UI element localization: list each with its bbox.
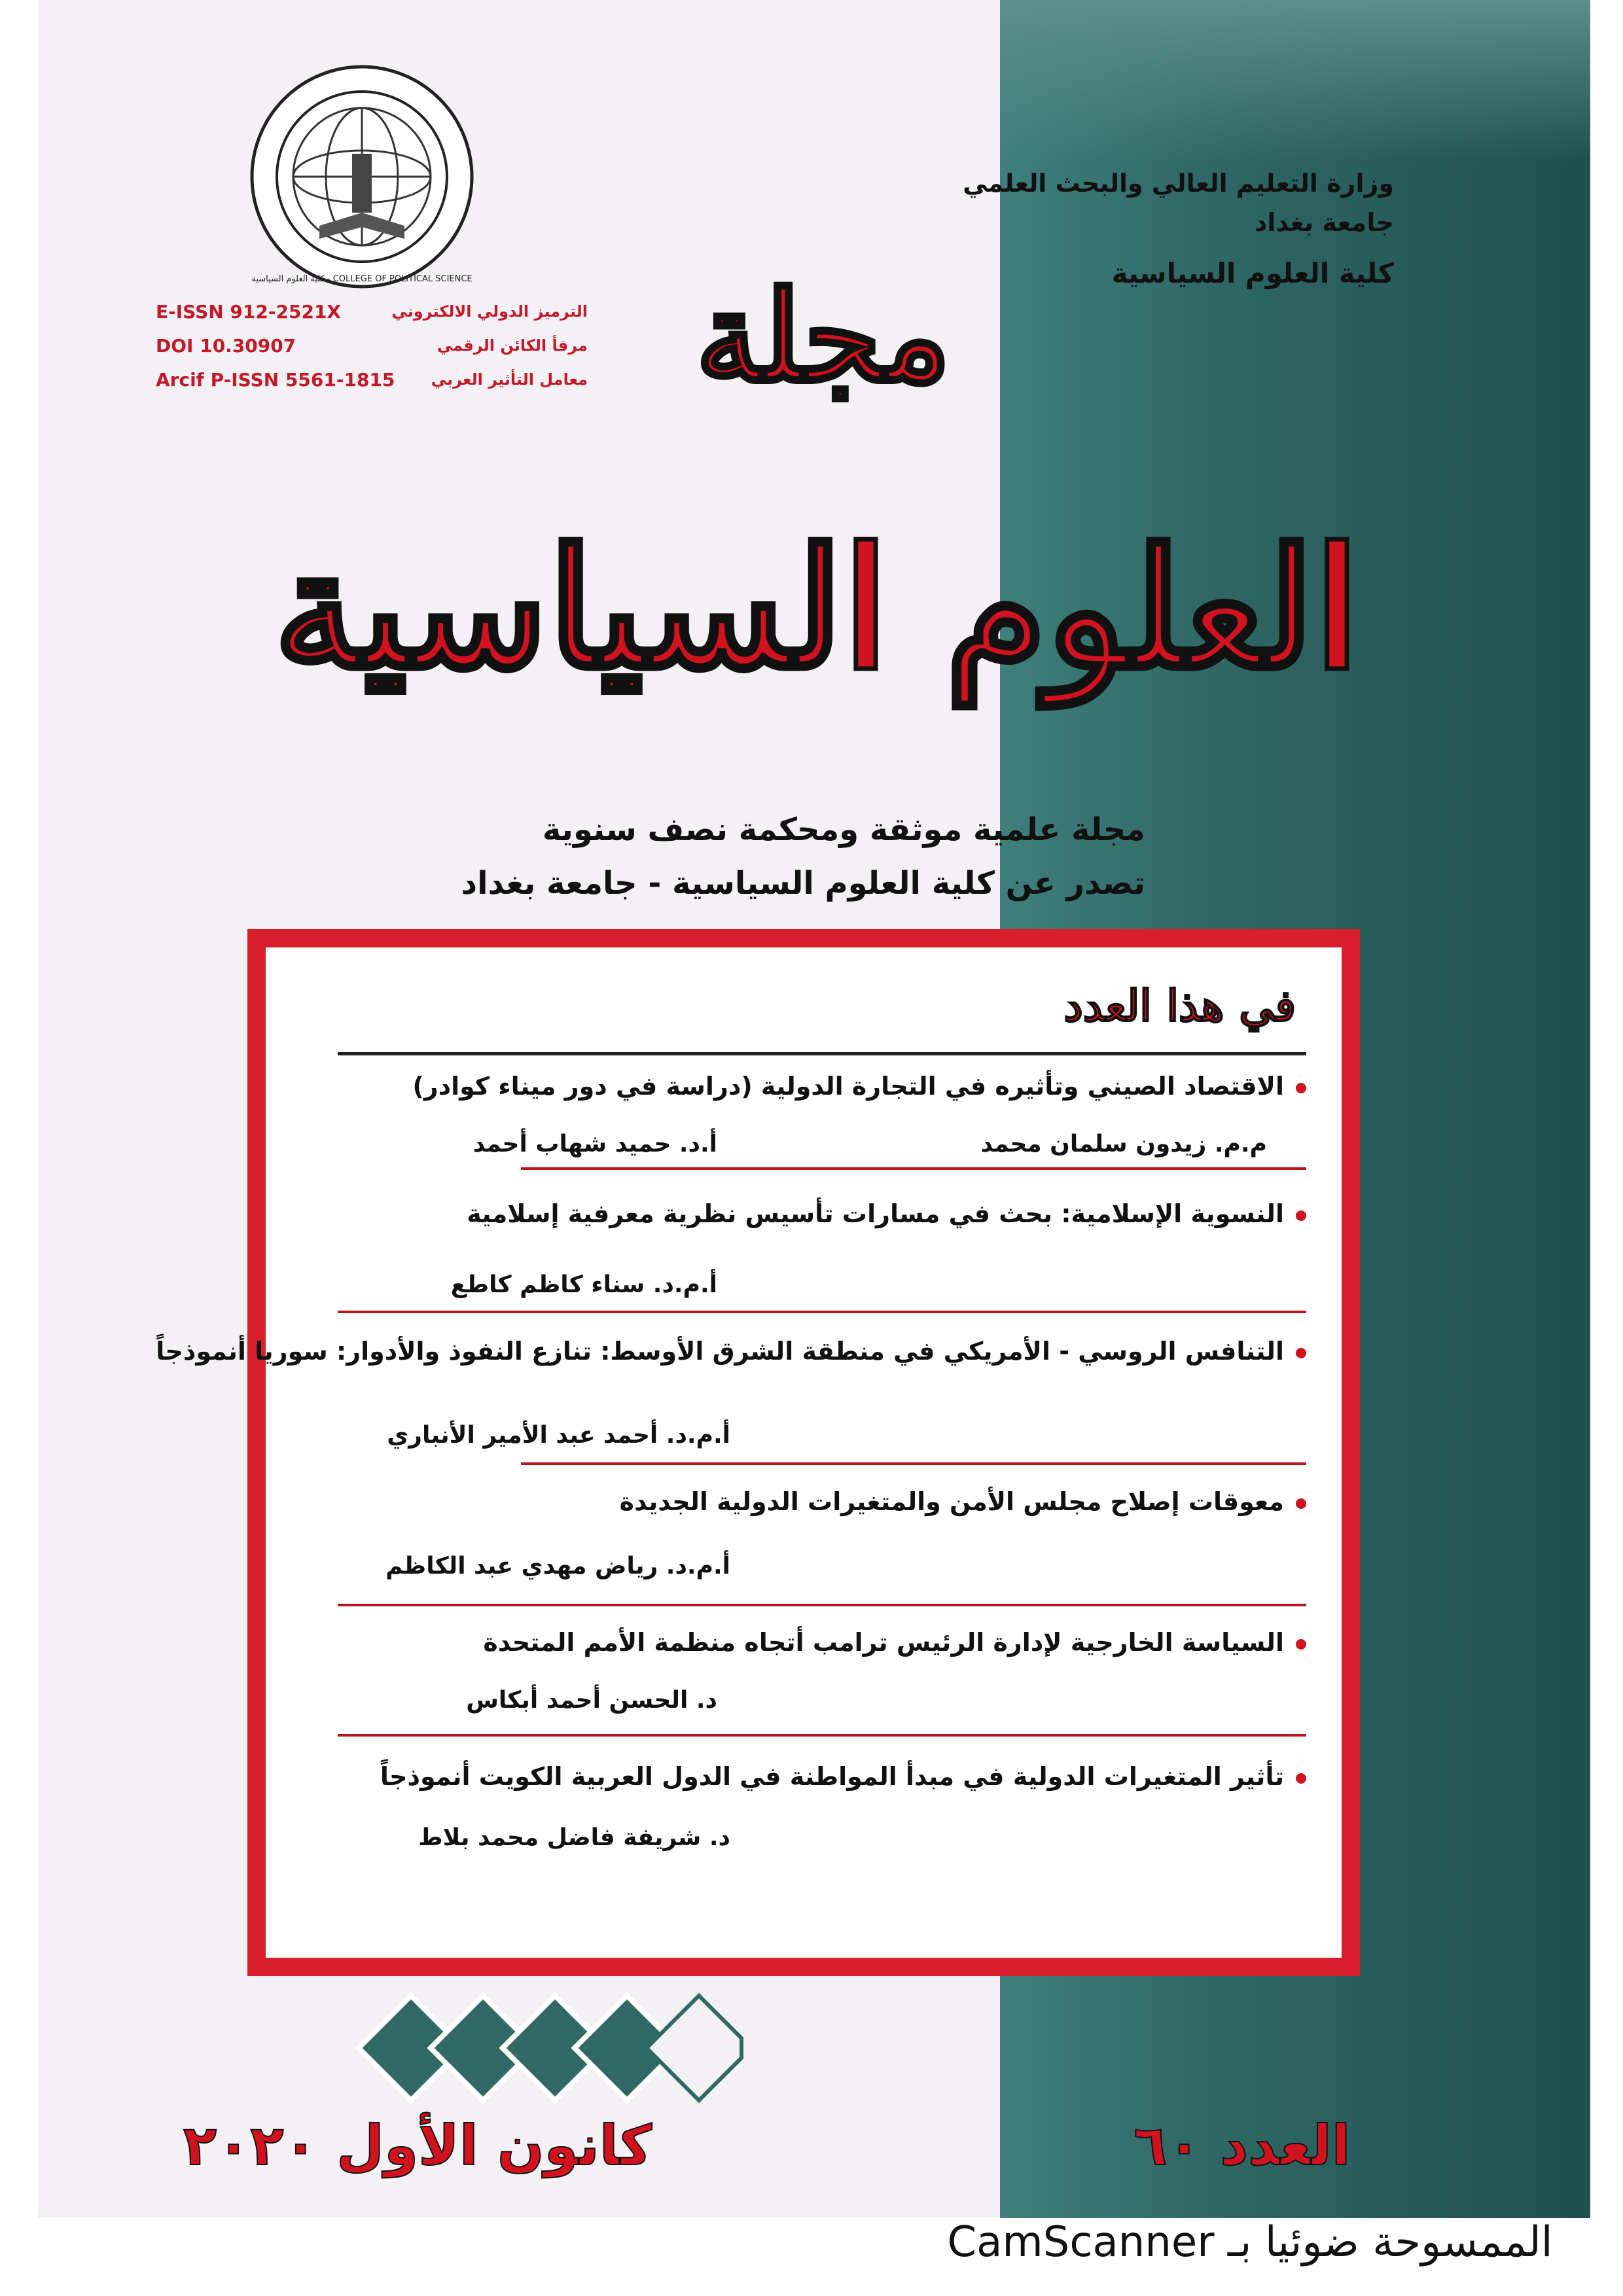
bullet-icon bbox=[1296, 1498, 1306, 1509]
logo-ring-text: كلية العلوم السياسية - COLLEGE OF POLITICAL SCIENCE bbox=[251, 274, 473, 284]
e-issn-label: الترميز الدولي الالكتروني bbox=[391, 302, 588, 321]
article-author: د. الحسن أحمد أبكاس bbox=[466, 1687, 717, 1714]
article-author: أ.م.د. رياض مهدي عبد الكاظم bbox=[385, 1553, 730, 1580]
issue-date: كانون الأول ٢٠٢٠ bbox=[183, 2113, 652, 2178]
bullet-icon bbox=[1296, 1773, 1306, 1784]
article-entry bbox=[338, 1762, 1306, 1867]
article-entry bbox=[338, 1487, 1306, 1612]
article-author: أ.م.د. سناء كاظم كاطع bbox=[450, 1271, 717, 1298]
article-title bbox=[338, 1199, 1306, 1228]
article-title bbox=[338, 1628, 1306, 1657]
article-title-text: التنافس الروسي - الأمريكي في منطقة الشرق الأوسط: تنازع النفوذ والأدوار: سوريا أنموذجاً bbox=[156, 1337, 1284, 1366]
identifier-row bbox=[156, 294, 588, 328]
arcif-label: معامل التأثير العربي bbox=[431, 370, 588, 389]
college-logo bbox=[247, 62, 476, 291]
journal-title-word: مجلة bbox=[696, 264, 951, 410]
doi-value: DOI 10.30907 bbox=[156, 334, 296, 357]
article-entry bbox=[338, 1199, 1306, 1317]
article-divider bbox=[521, 1462, 1306, 1465]
article-divider bbox=[338, 1311, 1306, 1313]
identifier-row bbox=[156, 328, 588, 362]
college-name: كلية العلوم السياسية bbox=[1111, 257, 1394, 289]
journal-subtitle: مجلة علمية موثقة ومحكمة نصف سنوية bbox=[542, 811, 1145, 848]
article-title bbox=[338, 1487, 1306, 1516]
article-divider bbox=[338, 1734, 1306, 1737]
article-title-text: تأثير المتغيرات الدولية في مبدأ المواطنة في الدول العربية الكويت أنموذجاً bbox=[380, 1762, 1284, 1791]
issue-number: العدد ٦٠ bbox=[1133, 2113, 1351, 2178]
article-entry bbox=[156, 1337, 1306, 1468]
article-title-text: النسوية الإسلامية: بحث في مسارات تأسيس نظرية معرفية إسلامية bbox=[467, 1199, 1284, 1228]
doi-label: مرفأ الكائن الرقمي bbox=[437, 336, 588, 355]
article-entry bbox=[338, 1072, 1306, 1170]
arcif-value: Arcif P-ISSN 5561-1815 bbox=[156, 368, 395, 391]
diamond-ornament bbox=[352, 1989, 745, 2107]
article-title-text: الاقتصاد الصيني وتأثيره في التجارة الدولية (دراسة في دور ميناء كوادر) bbox=[412, 1072, 1284, 1101]
article-author: أ.م.د. أحمد عبد الأمير الأنباري bbox=[387, 1422, 730, 1449]
university-name: جامعة بغداد bbox=[1254, 208, 1394, 237]
journal-publisher-line: تصدر عن كلية العلوم السياسية - جامعة بغداد bbox=[461, 865, 1145, 902]
bullet-icon bbox=[1296, 1348, 1306, 1358]
article-divider bbox=[521, 1167, 1306, 1170]
journal-title: العلوم السياسية bbox=[274, 512, 1360, 705]
article-title-text: السياسة الخارجية لإدارة الرئيس ترامب أتجاه منظمة الأمم المتحدة bbox=[483, 1628, 1284, 1657]
article-title bbox=[156, 1337, 1306, 1366]
article-entry bbox=[338, 1628, 1306, 1746]
bullet-icon bbox=[1296, 1639, 1306, 1650]
identifier-row bbox=[156, 362, 588, 397]
bullet-icon bbox=[1296, 1083, 1306, 1093]
contents-panel bbox=[156, 947, 1342, 1958]
article-title bbox=[338, 1072, 1306, 1101]
contents-divider bbox=[338, 1052, 1306, 1055]
article-author: د. شريفة فاضل محمد بلاط bbox=[418, 1824, 730, 1851]
bullet-icon bbox=[1296, 1210, 1306, 1221]
ministry-header bbox=[963, 164, 1394, 293]
article-author: أ.د. حميد شهاب أحمد bbox=[473, 1131, 717, 1157]
ministry-name: وزارة التعليم العالي والبحث العلمي bbox=[963, 169, 1394, 198]
contents-frame bbox=[156, 929, 1360, 1976]
article-divider bbox=[338, 1604, 1306, 1606]
contents-heading: في هذا العدد bbox=[1063, 980, 1296, 1031]
journal-identifiers bbox=[156, 294, 588, 397]
e-issn-value: E-ISSN 912-2521X bbox=[156, 300, 342, 323]
article-title bbox=[338, 1762, 1306, 1791]
journal-cover bbox=[38, 0, 1590, 2218]
article-author: م.م. زيدون سلمان محمد bbox=[980, 1131, 1267, 1157]
camscanner-watermark: الممسوحة ضوئيا بـ CamScanner bbox=[947, 2218, 1553, 2267]
teal-band-highlight bbox=[1000, 0, 1590, 164]
article-title-text: معوقات إصلاح مجلس الأمن والمتغيرات الدولية الجديدة bbox=[619, 1487, 1284, 1516]
